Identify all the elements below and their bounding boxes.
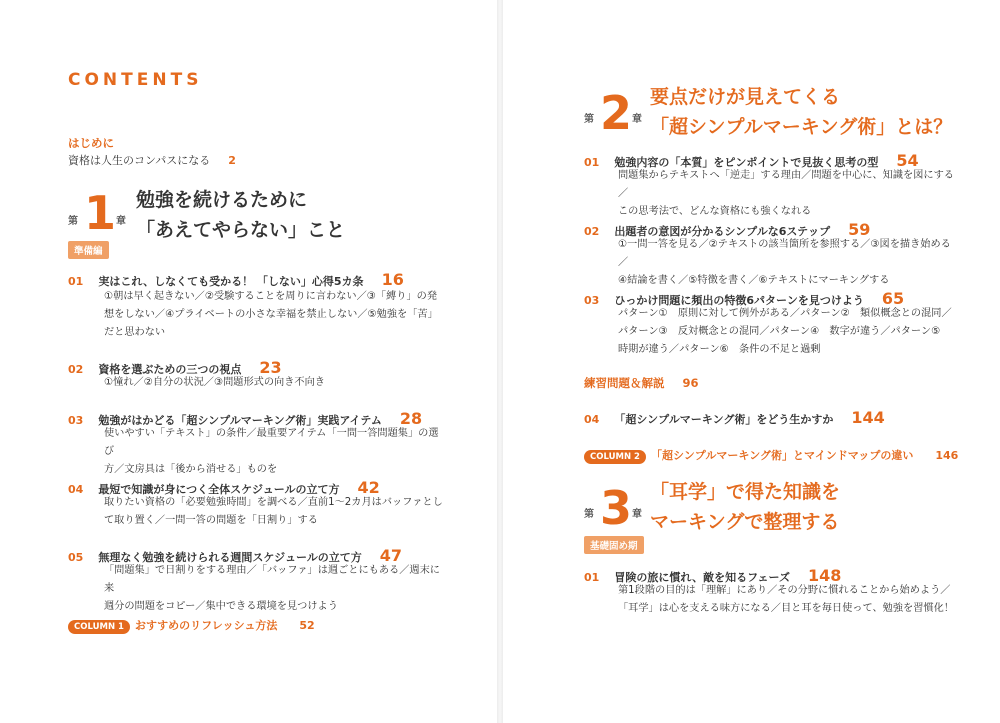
entry-page: 28 bbox=[399, 409, 423, 428]
entry-subtopics bbox=[104, 288, 444, 342]
entry-subtopics bbox=[618, 167, 958, 221]
entry-page: 59 bbox=[848, 220, 871, 239]
column-title-text: 「超シンプルマーキング術」とマインドマップの違い bbox=[651, 449, 914, 462]
chapter1-title-line1: 勉強を続けるために bbox=[136, 189, 308, 211]
entry-title: 最短で知識が身につく全体スケジュールの立て方 bbox=[98, 483, 340, 496]
intro-title: 資格は人生のコンパスになる bbox=[68, 154, 211, 167]
subtopic-line: 問題集からテキストへ「逆走」する理由／問題を中心に、知識を図にする／ bbox=[618, 170, 954, 199]
chapter1-number: 1 bbox=[84, 186, 117, 240]
entry-number: 01 bbox=[68, 275, 84, 288]
entry-subtopics bbox=[104, 374, 444, 392]
entry-number: 01 bbox=[584, 156, 600, 169]
entry-number: 04 bbox=[68, 483, 84, 496]
chapter2-title-line1: 要点だけが見えてくる bbox=[650, 86, 841, 108]
chapter3-prefix: 第 bbox=[584, 509, 594, 520]
subtopic-line: 「耳学」は心を支える味方になる／目と耳を毎日使って、勉強を習慣化！ bbox=[618, 603, 954, 614]
column-label: COLUMN 1 bbox=[68, 620, 130, 634]
entry-title: 冒険の旅に慣れ、敵を知るフェーズ bbox=[614, 571, 790, 584]
subtopic-line: だと思わない bbox=[104, 327, 166, 338]
entry-subtopics bbox=[618, 236, 958, 290]
subtopic-line: 週分の問題をコピー／集中できる環境を見つけよう bbox=[104, 601, 338, 612]
toc-entry-2-04[interactable] bbox=[584, 408, 885, 427]
intro-entry[interactable] bbox=[68, 152, 236, 168]
chapter2-number: 2 bbox=[600, 86, 633, 140]
practice-page: 96 bbox=[682, 376, 699, 390]
subtopic-line: ①憧れ／②自分の状況／③問題形式の向き不向き bbox=[104, 377, 325, 388]
entry-subtopics bbox=[104, 494, 444, 530]
subtopic-line: パターン① 原則に対して例外がある／パターン② 類似概念との混同／ bbox=[618, 308, 952, 319]
subtopic-line: 第1段階の目的は「理解」にあり／その分野に慣れることから始めよう／ bbox=[618, 585, 951, 596]
subtopic-line: ①朝は早く起きない／②受験することを周りに言わない／③「縛り」の発 bbox=[104, 291, 438, 302]
entry-number: 04 bbox=[584, 413, 600, 426]
column-page: 146 bbox=[935, 449, 959, 462]
chapter1-tag: 準備編 bbox=[68, 241, 109, 259]
entry-title: 資格を選ぶための三つの視点 bbox=[98, 363, 242, 376]
chapter3-title-line2: マーキングで整理する bbox=[650, 511, 840, 533]
entry-page: 148 bbox=[807, 566, 842, 585]
column-title bbox=[135, 619, 315, 632]
entry-subtopics bbox=[104, 562, 444, 616]
column-title bbox=[651, 449, 958, 462]
entry-subtopics bbox=[618, 305, 958, 359]
subtopic-line: 使いやすい「テキスト」の条件／最重要アイテム「一問一答問題集」の選び bbox=[104, 428, 439, 457]
subtopic-line: この思考法で、どんな資格にも強くなれる bbox=[618, 206, 812, 217]
entry-title: ひっかけ問題に頻出の特徴6パターンを見つけよう bbox=[614, 294, 864, 307]
subtopic-line: 方／文房具は「後から消せる」ものを bbox=[104, 464, 278, 475]
entry-number: 02 bbox=[584, 225, 600, 238]
subtopic-line: 時期が違う／パターン⑥ 条件の不足と過剰 bbox=[618, 344, 821, 355]
column-label: COLUMN 2 bbox=[584, 450, 646, 464]
column-1-entry[interactable] bbox=[68, 614, 315, 633]
chapter3-title bbox=[650, 477, 840, 537]
practice-title: 練習問題＆解説 bbox=[584, 376, 665, 390]
entry-title: 「超シンプルマーキング術」をどう生かすか bbox=[614, 413, 834, 426]
chapter2-title-line2: 「超シンプルマーキング術」とは？ bbox=[650, 116, 953, 138]
entry-number: 03 bbox=[584, 294, 600, 307]
chapter1-title-line2: 「あえてやらない」こと bbox=[136, 219, 346, 241]
entry-subtopics bbox=[618, 582, 978, 618]
contents-title: CONTENTS bbox=[68, 70, 203, 90]
right-page bbox=[500, 0, 1000, 723]
entry-number: 02 bbox=[68, 363, 84, 376]
chapter3-title-line1: 「耳学」で得た知識を bbox=[650, 481, 841, 503]
entry-number: 01 bbox=[584, 571, 600, 584]
entry-page: 42 bbox=[357, 478, 380, 497]
chapter2-title bbox=[650, 82, 952, 142]
column-2-entry[interactable] bbox=[584, 444, 958, 463]
entry-page: 23 bbox=[259, 358, 282, 377]
column-page: 52 bbox=[299, 619, 315, 632]
chapter1-prefix: 第 bbox=[68, 216, 78, 227]
chapter3-suffix: 章 bbox=[632, 509, 642, 520]
subtopic-line: 想をしない／④プライベートの小さな幸福を禁止しない／⑤勉強を「苦」 bbox=[104, 309, 438, 320]
entry-number: 05 bbox=[68, 551, 84, 564]
practice-entry[interactable] bbox=[584, 375, 699, 391]
subtopic-line: 「問題集」で日割りをする理由／「バッファ」は週ごとにもある／週末に来 bbox=[104, 565, 440, 594]
entry-title: 実はこれ、しなくても受かる！ 「しない」心得5カ条 bbox=[98, 275, 364, 288]
column-title-text: おすすめのリフレッシュ方法 bbox=[135, 619, 278, 632]
entry-page: 54 bbox=[896, 151, 919, 170]
entry-title: 勉強がはかどる「超シンプルマーキング術」実践アイテム bbox=[98, 414, 382, 427]
entry-page: 144 bbox=[851, 408, 885, 427]
toc-entry-1-01[interactable] bbox=[68, 270, 404, 289]
entry-title: 勉強内容の「本質」をピンポイントで見抜く思考の型 bbox=[614, 156, 879, 169]
intro-page: 2 bbox=[228, 154, 236, 167]
entry-title: 出題者の意図が分かるシンプルな6ステップ bbox=[614, 225, 831, 238]
entry-subtopics bbox=[104, 425, 444, 479]
entry-page: 65 bbox=[881, 289, 905, 308]
chapter3-number: 3 bbox=[600, 481, 633, 535]
subtopic-line: 取りたい資格の「必要勉強時間」を調べる／直前1～2カ月はバッファとし bbox=[104, 497, 443, 508]
subtopic-line: パターン③ 反対概念との混同／パターン④ 数字が違う／パターン⑤ bbox=[618, 326, 941, 337]
subtopic-line: ④結論を書く／⑤特徴を書く／⑥テキストにマーキングする bbox=[618, 275, 890, 286]
chapter1-suffix: 章 bbox=[116, 216, 126, 227]
subtopic-line: ①一問一答を見る／②テキストの該当箇所を参照する／③図を描き始める／ bbox=[618, 239, 951, 268]
entry-page: 16 bbox=[381, 270, 404, 289]
entry-page: 47 bbox=[379, 546, 403, 565]
chapter2-prefix: 第 bbox=[584, 114, 594, 125]
entry-number: 03 bbox=[68, 414, 84, 427]
subtopic-line: て取り置く／一問一答の問題を「日割り」する bbox=[104, 515, 318, 526]
entry-title: 無理なく勉強を続けられる週間スケジュールの立て方 bbox=[98, 551, 362, 564]
chapter1-title bbox=[136, 185, 345, 245]
intro-heading: はじめに bbox=[68, 136, 114, 150]
chapter3-tag: 基礎固め期 bbox=[584, 536, 644, 554]
chapter2-suffix: 章 bbox=[632, 114, 642, 125]
